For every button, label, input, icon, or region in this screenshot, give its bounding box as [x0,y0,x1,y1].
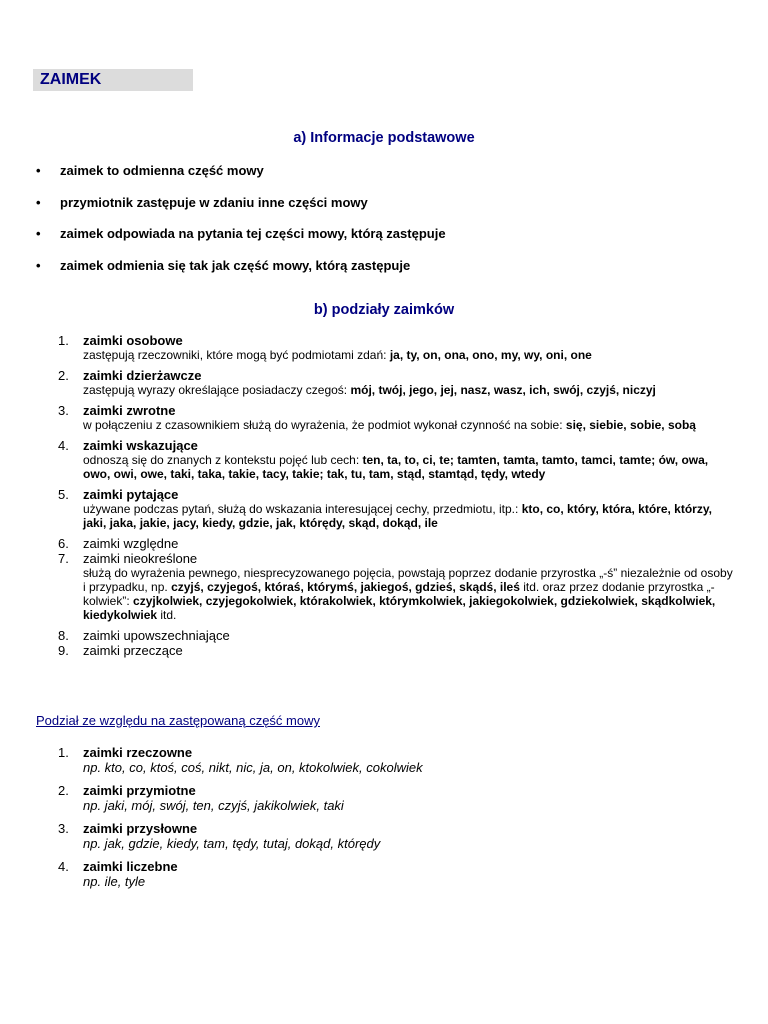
item-description: zastępują wyrazy określające posiadaczy czegoś: mój, twój, jego, jej, nasz, wasz, ich, swój, czyjś, niczyj [83,383,656,397]
item-number: 2. [58,783,69,798]
item-number: 4. [58,438,69,453]
bullet-icon: • [36,163,41,178]
list-item [58,333,738,362]
item-number: 3. [58,821,69,836]
bullet-icon: • [36,257,41,273]
item-description: służą do wyrażenia pewnego, niesprecyzowanego pojęcia, powstają poprzez dodanie przyrostka „-ś” niezależnie od osoby i przypadku, np. czyjś, czyjegoś, któraś, którymś, jakiegoś, gdzieś, skądś, ileś itd. oraz przez dodanie przyrostka „-kolwiek”: czyjkolwiek, czyjegokolwiek, którakolwiek, którymkolwiek, jakiegokolwiek, gdziekolwiek, skądkolwiek, kiedykolwiek itd. [83,566,733,622]
bullet-icon: • [36,226,41,241]
item-number: 7. [58,551,69,566]
list-item [58,368,738,397]
list-item [58,821,738,859]
list-item [58,403,738,432]
item-name: zaimki rzeczowne [83,745,193,760]
item-name: zaimki przeczące [83,643,183,658]
item-name: zaimki wskazujące [83,438,198,453]
basic-info-list [36,163,736,289]
item-number: 8. [58,628,69,643]
pronoun-types-list [58,333,738,658]
item-number: 9. [58,643,69,658]
item-number: 2. [58,368,69,383]
item-examples: np. jak, gdzie, kiedy, tam, tędy, tutaj, dokąd, którędy [83,836,381,851]
item-examples: np. jaki, mój, swój, ten, czyjś, jakikolwiek, taki [83,798,344,813]
item-number: 6. [58,536,69,551]
item-name: zaimki dzierżawcze [83,368,202,383]
list-item [58,487,738,530]
list-item [58,783,738,821]
replacement-types-list [58,745,738,897]
item-name: zaimki pytające [83,487,179,502]
item-name: zaimki zwrotne [83,403,176,418]
item-name: zaimki upowszechniające [83,628,230,643]
list-item: • zaimek odpowiada na pytania tej części mowy, którą zastępuje [36,226,446,241]
item-name: zaimki nieokreślone [83,551,198,566]
item-description: używane podczas pytań, służą do wskazania interesującej cechy, przedmiotu, itp.: kto, co, który, która, które, którzy, jaki, jaka, jakie, jacy, kiedy, gdzie, jak, którędy, skąd, dokąd, ile [83,502,712,530]
list-item [58,438,738,481]
list-item [58,551,738,622]
item-number: 4. [58,859,69,874]
list-item [58,536,738,551]
item-examples: np. kto, co, ktoś, coś, nikt, nic, ja, on, ktokolwiek, cokolwiek [83,760,423,775]
section-c-heading: Podział ze względu na zastępowaną część mowy [36,713,320,728]
item-name: zaimki przymiotne [83,783,196,798]
item-name: zaimki liczebne [83,859,178,874]
list-item [58,745,738,783]
item-description: w połączeniu z czasownikiem służą do wyrażenia, że podmiot wykonał czynność na sobie: się, siebie, sobie, sobą [83,418,696,432]
item-description: zastępują rzeczowniki, które mogą być podmiotami zdań: ja, ty, on, ona, ono, my, wy, oni, one [83,348,592,362]
item-name: zaimki przysłowne [83,821,198,836]
item-number: 1. [58,745,69,760]
item-number: 5. [58,487,69,502]
list-item [58,643,738,658]
list-item: • zaimek odmienia się tak jak część mowy, którą zastępuje [36,257,411,273]
section-b-heading: b) podziały zaimków [313,302,455,318]
item-name: zaimki osobowe [83,333,183,348]
document-title: ZAIMEK [33,69,193,91]
list-item [58,859,738,897]
item-examples: np. ile, tyle [83,874,146,889]
list-item [58,628,738,643]
list-item: • zaimek to odmienna część mowy [36,163,264,178]
list-item: • przymiotnik zastępuje w zdaniu inne części mowy [36,194,368,210]
section-a-heading: a) Informacje podstawowe [293,130,475,146]
item-name: zaimki względne [83,536,179,551]
item-description: odnoszą się do znanych z kontekstu pojęć lub cech: ten, ta, to, ci, te; tamten, tamta, tamto, tamci, tamte; ów, owa, owo, owi, owe, taki, taka, takie, tacy, takie; tak, tu, tam, stąd, stamtąd, tędy, wtedy [83,453,709,481]
item-number: 3. [58,403,69,418]
item-number: 1. [58,333,69,348]
bullet-icon: • [36,194,41,210]
